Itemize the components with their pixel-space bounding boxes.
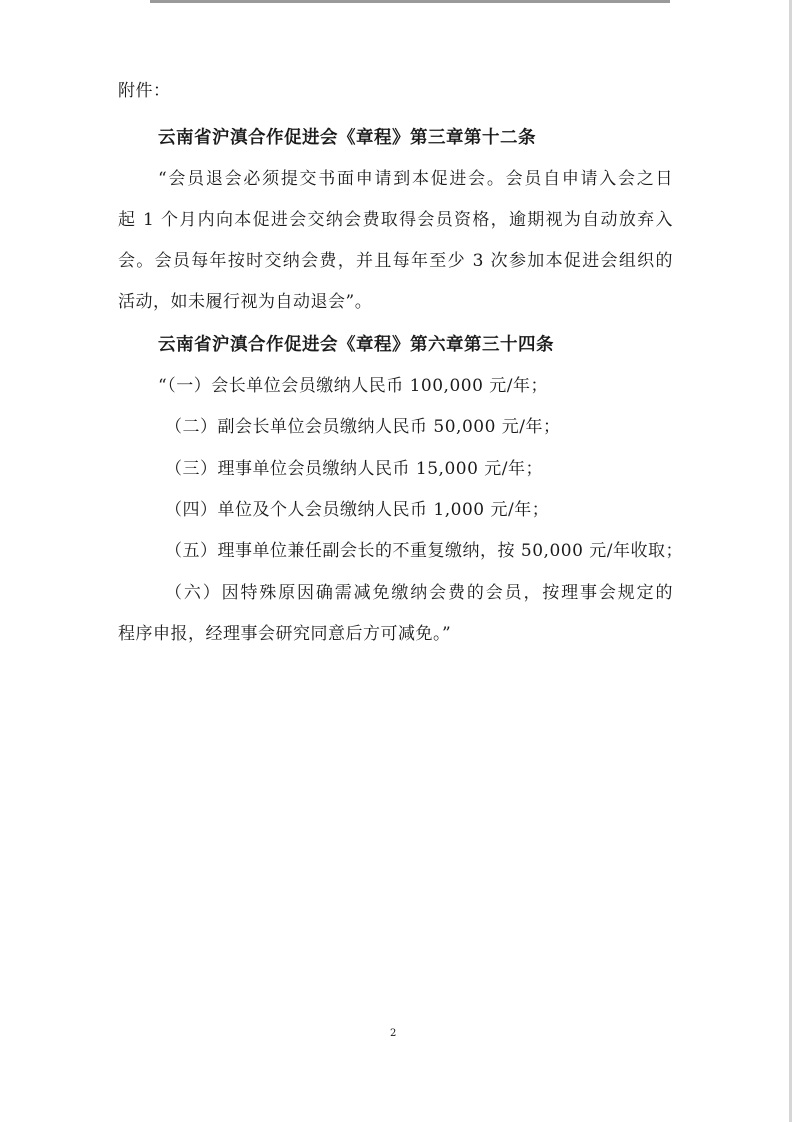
section-heading-2: 云南省沪滇合作促进会《章程》第六章第三十四条	[158, 335, 554, 355]
fee-item-3: （三）理事单位会员缴纳人民币 15,000 元/年；	[165, 459, 544, 479]
fee-item-6-continued: 程序申报，经理事会研究同意后方可减免。”	[118, 624, 452, 644]
section-heading-1: 云南省沪滇合作促进会《章程》第三章第十二条	[158, 128, 536, 148]
fee-item-4: （四）单位及个人会员缴纳人民币 1,000 元/年；	[165, 500, 550, 520]
scan-edge-right	[789, 0, 792, 1122]
section-1-line-3: 会。会员每年按时交纳会费，并且每年至少 3 次参加本促进会组织的	[118, 251, 673, 271]
fee-item-6: （六）因特殊原因确需减免缴纳会费的会员，按理事会规定的	[165, 583, 673, 603]
section-1-line-2: 起 1 个月内向本促进会交纳会费取得会员资格，逾期视为自动放弃入	[118, 210, 673, 230]
page-number: 2	[390, 1028, 397, 1039]
section-1-line-4: 活动，如未履行视为自动退会”。	[118, 292, 373, 312]
attachment-label: 附件：	[118, 81, 171, 101]
scan-edge-top	[150, 0, 670, 3]
fee-item-2: （二）副会长单位会员缴纳人民币 50,000 元/年；	[165, 417, 561, 437]
fee-item-1: “（一）会长单位会员缴纳人民币 100,000 元/年；	[158, 376, 549, 396]
section-1-line-1: “会员退会必须提交书面申请到本促进会。会员自申请入会之日	[158, 169, 673, 189]
fee-item-5: （五）理事单位兼任副会长的不重复缴纳，按 50,000 元/年收取；	[165, 541, 684, 561]
